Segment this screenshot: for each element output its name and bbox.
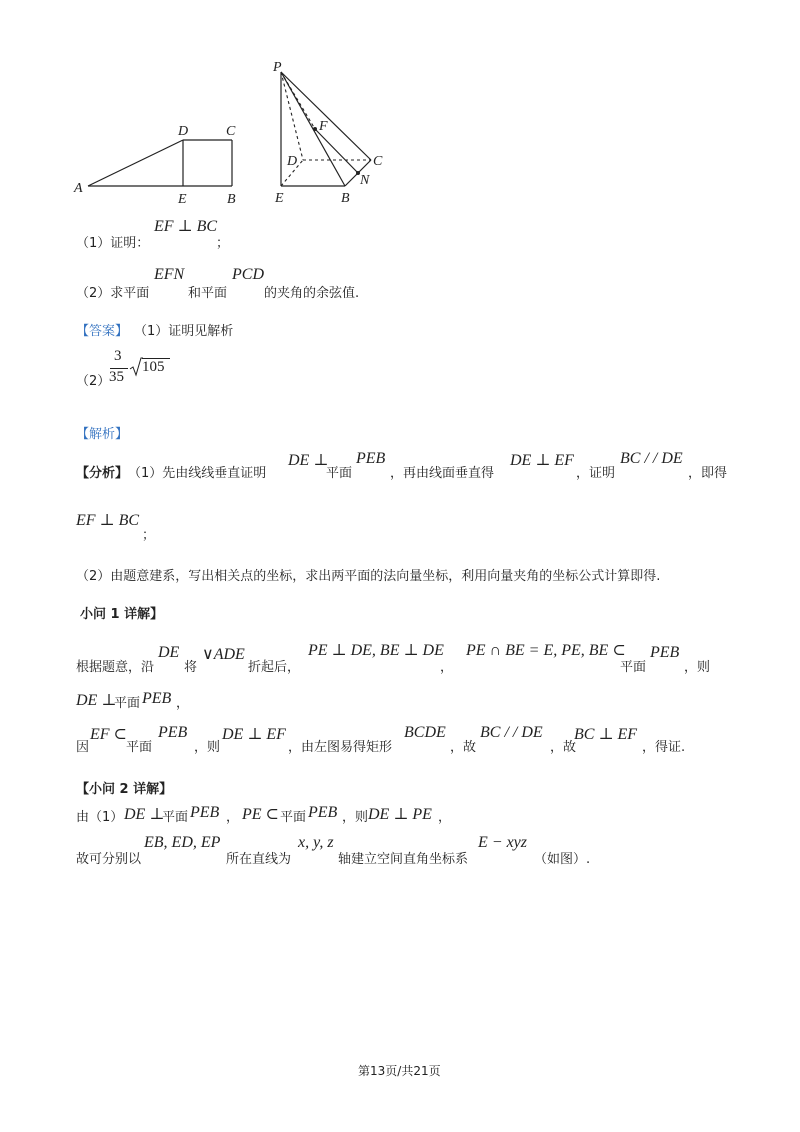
q2-suffix: 的夹角的余弦值. xyxy=(264,286,360,301)
sub1-l3-m3: DE ⊥ EF xyxy=(222,726,286,743)
sub2-title: 【小问 2 详解】 xyxy=(76,782,173,797)
sub1-t3: 折起后， xyxy=(248,660,301,675)
fenxi-m3: DE ⊥ EF xyxy=(510,452,574,469)
sub1-l3-t1: 因 xyxy=(76,740,90,755)
sub1-m4: PE ∩ BE = E, PE, BE ⊂ xyxy=(466,642,626,659)
answer-part2-prefix: （2） xyxy=(76,374,111,389)
sub2-l1-t6: ， xyxy=(438,810,452,825)
sub2-l1-t4: 平面 xyxy=(280,810,307,825)
sub2-line1 xyxy=(76,802,756,828)
sub2-l1-m2: PEB xyxy=(190,804,220,821)
fenxi-line1 xyxy=(76,450,736,480)
label-d: D xyxy=(178,124,189,139)
label-c: C xyxy=(373,154,383,169)
label-e: E xyxy=(275,191,284,206)
q2-mid: 和平面 xyxy=(188,286,228,301)
fenxi-line2: （2）由题意建系，写出相关点的坐标，求出两平面的法向量坐标，利用向量夹角的坐标公式计算即得. xyxy=(76,569,661,584)
q1-prefix: （1）证明： xyxy=(76,236,150,251)
sub1-l3-m6: BC ⊥ EF xyxy=(574,726,638,743)
sub2-l2-t3: 轴建立空间直角坐标系 xyxy=(338,852,469,867)
sqrt-sign xyxy=(129,357,143,377)
sub1-t8: ， xyxy=(176,696,190,711)
segment-fn xyxy=(315,129,358,173)
sub1-m7: PEB xyxy=(142,690,172,707)
sub1-m6: DE ⊥ xyxy=(76,692,117,709)
fenxi-t5: ，即得 xyxy=(688,466,728,481)
sub2-l1-m5: DE ⊥ PE xyxy=(368,806,432,823)
sub2-l2-t2: 所在直线为 xyxy=(226,852,292,867)
answer-label: 【答案】 xyxy=(76,324,129,339)
q1-expr: EF ⊥ BC xyxy=(154,218,218,235)
q2-plane1: EFN xyxy=(154,266,185,283)
sub2-l1-t5: ，则 xyxy=(342,810,369,825)
sub2-l1-t2: 平面 xyxy=(162,810,189,825)
sub1-l3-t2: 平面 xyxy=(126,740,153,755)
fenxi-m2: PEB xyxy=(356,450,386,467)
sub1-line1 xyxy=(76,640,756,675)
label-b: B xyxy=(227,192,236,207)
sub1-t7: 平面 xyxy=(114,696,141,711)
sub1-l3-t3: ，则 xyxy=(194,740,221,755)
label-c: C xyxy=(226,124,236,139)
sub1-m1: DE xyxy=(158,644,180,661)
sub1-title: 小问 1 详解】 xyxy=(80,607,164,622)
sub1-l3-t4: ，由左图易得矩形 xyxy=(288,740,393,755)
sub1-m2: ∨ADE xyxy=(202,646,245,663)
sub2-l1-t3: ， xyxy=(226,810,240,825)
label-a: A xyxy=(74,181,83,196)
sub2-line2 xyxy=(76,832,756,867)
figure-left-trapezoid xyxy=(70,118,250,208)
sub1-l3-m5: BC / / DE xyxy=(480,724,543,741)
sub1-l3-t7: ，得证. xyxy=(642,740,686,755)
sub1-m5: PEB xyxy=(650,644,680,661)
label-d: D xyxy=(287,154,298,169)
fenxi-m4: BC / / DE xyxy=(620,450,683,467)
sub2-l2-t4: （如图）. xyxy=(534,852,591,867)
fenxi-label: 【分析】 xyxy=(76,466,129,481)
sub1-l3-t6: ，故 xyxy=(550,740,577,755)
sub2-l2-m1: EB, ED, EP xyxy=(144,834,221,851)
sub2-l1-m3: PE ⊂ xyxy=(242,806,279,823)
analysis-label: 【解析】 xyxy=(76,427,129,442)
sub1-l3-m1: EF ⊂ xyxy=(90,726,127,743)
answer-part2 xyxy=(76,346,196,389)
edge-pc xyxy=(281,72,371,160)
segment-ad xyxy=(88,140,183,186)
sub2-l2-m2: x, y, z xyxy=(298,834,334,851)
sub2-l1-m1: DE ⊥ xyxy=(124,806,165,823)
fenxi-t1: （1）先由线线垂直证明 xyxy=(128,466,267,481)
label-p: P xyxy=(273,60,282,75)
sub1-l3-m4: BCDE xyxy=(404,724,446,741)
sub2-l1-m4: PEB xyxy=(308,804,338,821)
answer-radicand: 105 xyxy=(142,359,165,375)
point-f xyxy=(313,127,317,131)
sub1-t4: ， xyxy=(440,660,454,675)
sub2-l1-t1: 由（1） xyxy=(76,810,124,825)
page-footer: 第13页/共21页 xyxy=(358,1064,441,1078)
answer-numerator: 3 xyxy=(114,348,122,364)
label-b: B xyxy=(341,191,350,206)
fenxi-t6: ； xyxy=(142,528,156,543)
fenxi-t3: ，再由线面垂直得 xyxy=(390,466,495,481)
answer-part1: （1）证明见解析 xyxy=(134,324,234,339)
label-n: N xyxy=(360,173,370,188)
figure-right-pyramid xyxy=(265,58,395,208)
fenxi-t2: 平面 xyxy=(326,466,353,481)
sub1-t5: 平面 xyxy=(620,660,647,675)
q1-suffix: ； xyxy=(216,236,230,251)
label-f: F xyxy=(319,119,328,134)
sub1-l3-t5: ，故 xyxy=(450,740,477,755)
edge-pd xyxy=(281,72,303,160)
sub2-l2-m3: E − xyz xyxy=(478,834,527,851)
sub1-m3: PE ⊥ DE, BE ⊥ DE xyxy=(308,642,444,659)
sub1-t6: ，则 xyxy=(684,660,711,675)
fenxi-m5: EF ⊥ BC xyxy=(76,512,140,529)
sub1-l3-m2: PEB xyxy=(158,724,188,741)
sub1-t2: 将 xyxy=(184,660,198,675)
label-e: E xyxy=(178,192,187,207)
fenxi-m1: DE ⊥ xyxy=(288,452,329,469)
q2-prefix: （2）求平面 xyxy=(76,286,150,301)
sub1-line3 xyxy=(76,720,756,754)
fenxi-t4: ，证明 xyxy=(576,466,616,481)
sub1-t1: 根据题意，沿 xyxy=(76,660,155,675)
answer-denominator: 35 xyxy=(109,369,124,385)
sub2-l2-t1: 故可分别以 xyxy=(76,852,142,867)
q2-plane2: PCD xyxy=(232,266,264,283)
